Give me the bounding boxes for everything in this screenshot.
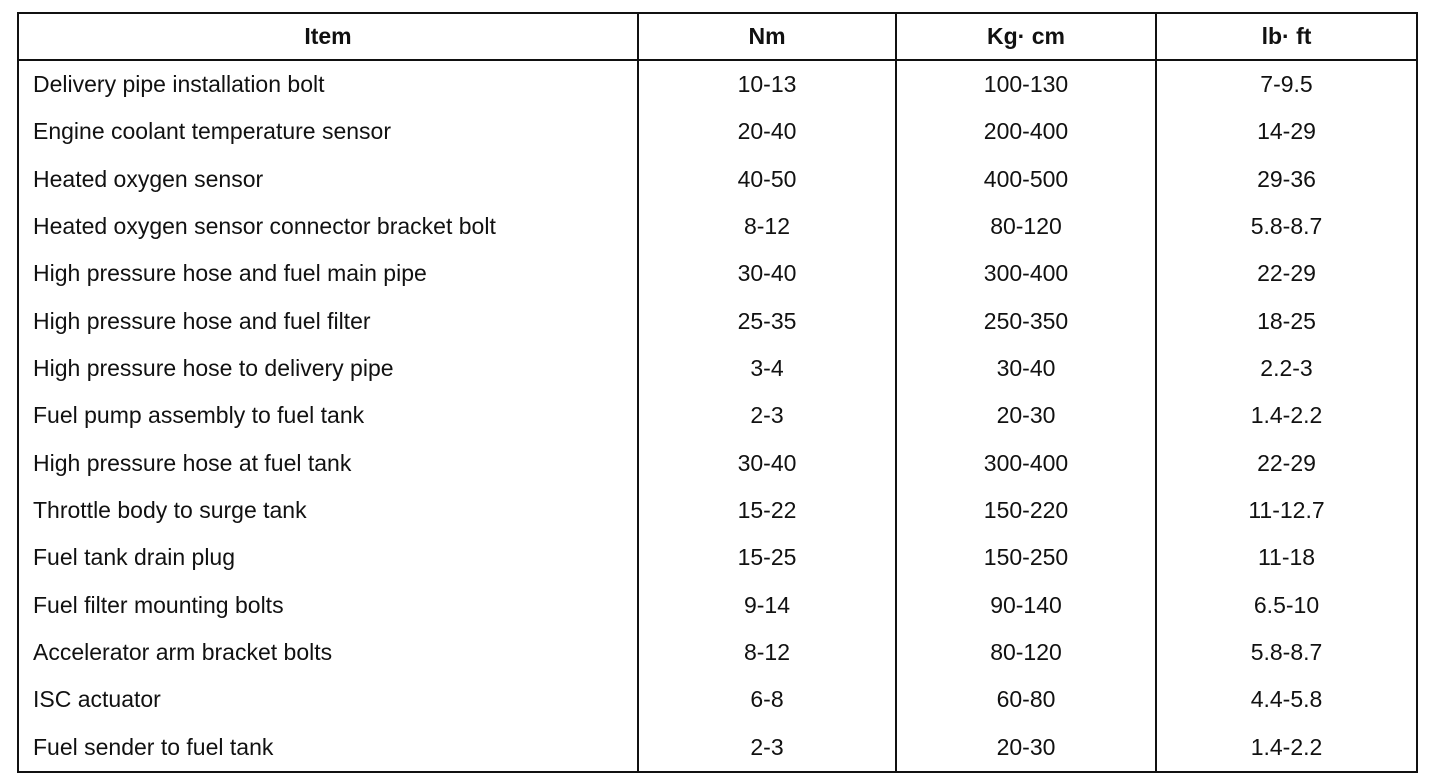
cell-item: Fuel tank drain plug [33,544,236,571]
cell-nm: 2-3 [638,724,896,771]
cell-kg-cm: 20-30 [896,724,1156,771]
cell-lb-ft: 7-9.5 [1156,60,1416,108]
table-row [19,60,1416,108]
cell-lb-ft: 5.8-8.7 [1156,203,1416,250]
cell-kg-cm: 80-120 [896,629,1156,676]
cell-lb-ft: 11-18 [1156,534,1416,581]
table-row [19,203,1416,250]
cell-lb-ft: 11-12.7 [1156,487,1416,534]
torque-spec-table [17,12,1418,773]
cell-item: Fuel sender to fuel tank [33,733,274,760]
table-row [19,392,1416,439]
cell-nm: 20-40 [638,108,896,155]
cell-nm: 25-35 [638,298,896,345]
cell-nm: 9-14 [638,582,896,629]
table-row [19,487,1416,534]
table-row [19,345,1416,392]
table-row [19,108,1416,155]
header-nm: Nm [638,14,896,60]
table-row [19,582,1416,629]
cell-kg-cm: 250-350 [896,298,1156,345]
table-row [19,629,1416,676]
cell-item: Fuel filter mounting bolts [33,591,284,618]
table-row [19,156,1416,203]
cell-lb-ft: 22-29 [1156,440,1416,487]
cell-lb-ft: 2.2-3 [1156,345,1416,392]
cell-nm: 15-22 [638,487,896,534]
cell-nm: 15-25 [638,534,896,581]
cell-item: ISC actuator [33,686,161,713]
cell-nm: 8-12 [638,629,896,676]
cell-kg-cm: 400-500 [896,156,1156,203]
cell-kg-cm: 60-80 [896,676,1156,723]
table-row [19,298,1416,345]
cell-nm: 3-4 [638,345,896,392]
cell-nm: 40-50 [638,156,896,203]
table-row [19,440,1416,487]
cell-lb-ft: 22-29 [1156,250,1416,297]
cell-kg-cm: 300-400 [896,440,1156,487]
cell-item: High pressure hose and fuel filter [33,307,371,334]
cell-lb-ft: 1.4-2.2 [1156,392,1416,439]
cell-kg-cm: 150-250 [896,534,1156,581]
table-row [19,534,1416,581]
torque-table [19,14,1416,771]
cell-nm: 10-13 [638,60,896,108]
cell-kg-cm: 30-40 [896,345,1156,392]
cell-item: High pressure hose and fuel main pipe [33,260,427,287]
cell-kg-cm: 300-400 [896,250,1156,297]
cell-kg-cm: 150-220 [896,487,1156,534]
cell-item: Heated oxygen sensor connector bracket bolt [33,213,496,240]
cell-item: Delivery pipe installation bolt [33,71,325,98]
cell-lb-ft: 5.8-8.7 [1156,629,1416,676]
table-row [19,250,1416,297]
header-kg-cm: Kg· cm [896,14,1156,60]
cell-nm: 2-3 [638,392,896,439]
cell-item: High pressure hose to delivery pipe [33,355,394,382]
cell-item: High pressure hose at fuel tank [33,449,352,476]
cell-kg-cm: 90-140 [896,582,1156,629]
cell-nm: 8-12 [638,203,896,250]
cell-nm: 6-8 [638,676,896,723]
cell-nm: 30-40 [638,440,896,487]
header-row [19,14,1416,60]
cell-lb-ft: 6.5-10 [1156,582,1416,629]
header-lb-ft: lb· ft [1156,14,1416,60]
cell-lb-ft: 1.4-2.2 [1156,724,1416,771]
cell-item: Heated oxygen sensor [33,165,264,192]
cell-nm: 30-40 [638,250,896,297]
table-row [19,724,1416,771]
cell-item: Fuel pump assembly to fuel tank [33,402,365,429]
cell-kg-cm: 20-30 [896,392,1156,439]
cell-lb-ft: 18-25 [1156,298,1416,345]
cell-lb-ft: 29-36 [1156,156,1416,203]
cell-lb-ft: 14-29 [1156,108,1416,155]
cell-kg-cm: 80-120 [896,203,1156,250]
table-row [19,676,1416,723]
cell-kg-cm: 200-400 [896,108,1156,155]
cell-item: Throttle body to surge tank [33,497,307,524]
header-item: Item [19,14,638,60]
cell-item: Engine coolant temperature sensor [33,118,391,145]
cell-lb-ft: 4.4-5.8 [1156,676,1416,723]
cell-item: Accelerator arm bracket bolts [33,639,333,666]
cell-kg-cm: 100-130 [896,60,1156,108]
